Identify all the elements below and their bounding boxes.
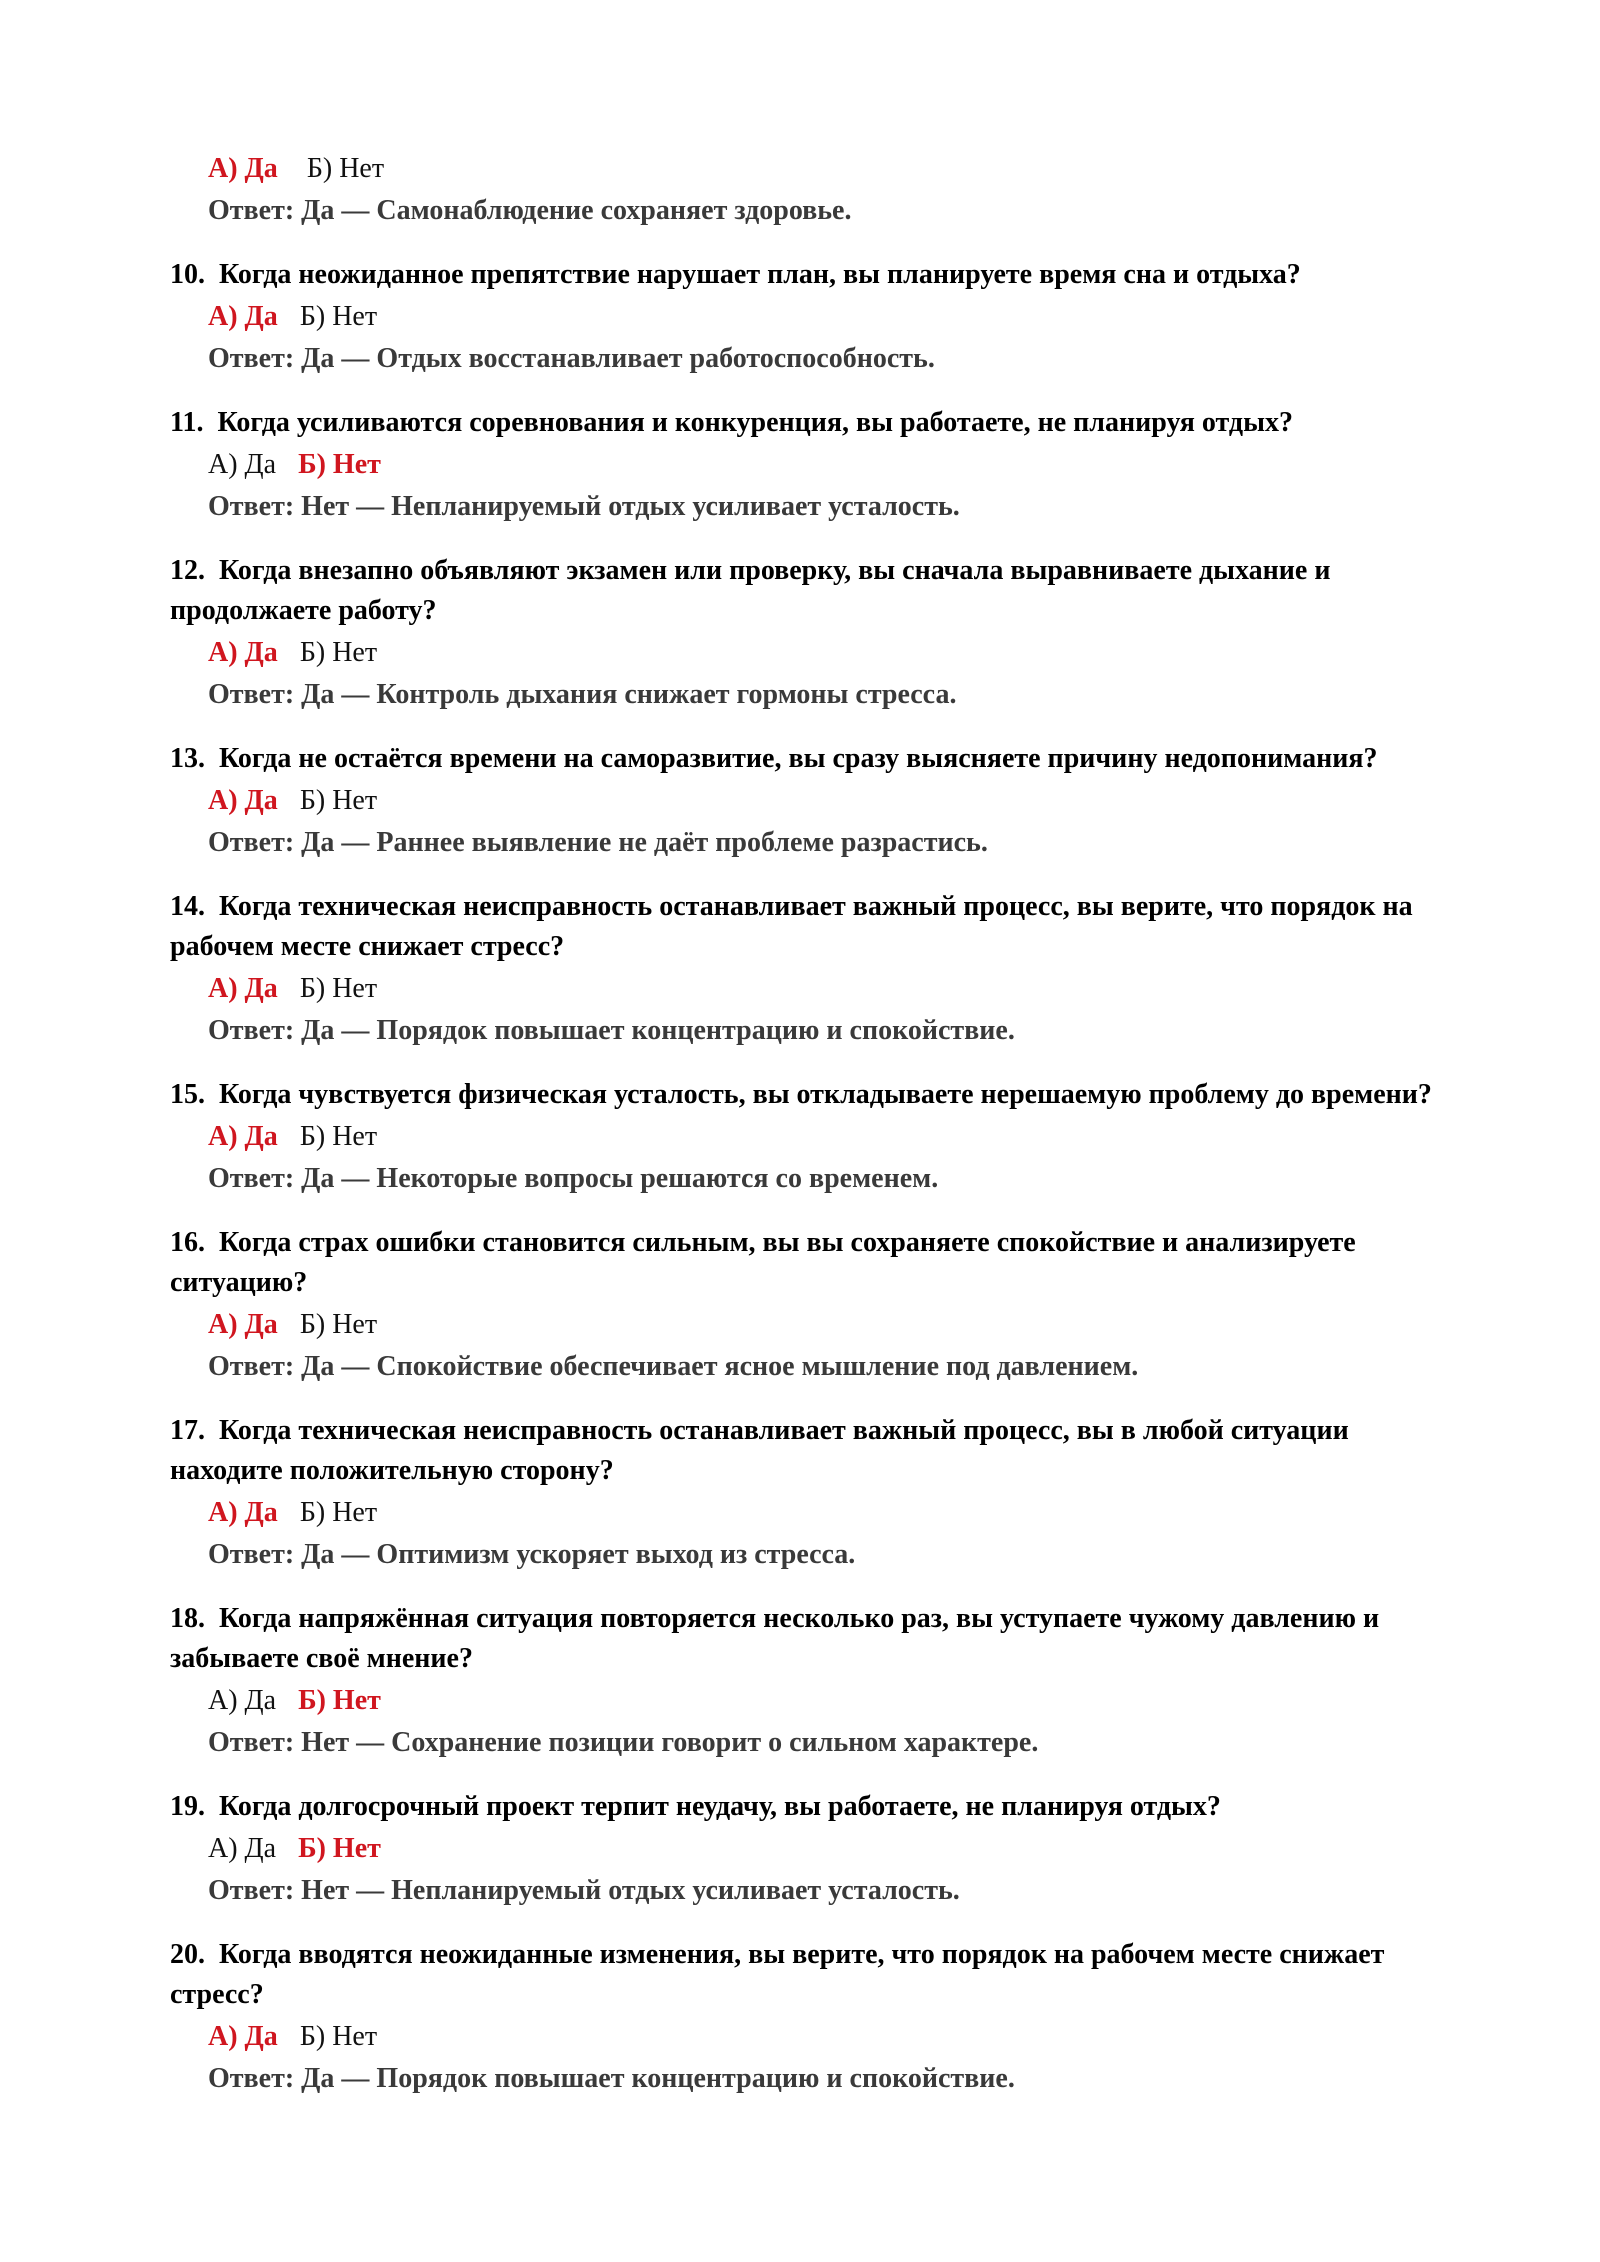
- option-a: А) Да: [208, 1685, 277, 1716]
- question-text: [170, 1411, 1460, 1491]
- option-b: Б) Нет: [299, 973, 378, 1004]
- question-number: 12.: [170, 555, 205, 586]
- option-a: А) Да: [208, 637, 278, 668]
- question-item: [170, 1075, 1480, 1200]
- answer-options: [170, 1116, 1480, 1158]
- answer-explanation: Ответ: Да — Некоторые вопросы решаются со временем.: [208, 1163, 939, 1194]
- option-a: А) Да: [208, 1309, 278, 1340]
- option-b: Б) Нет: [306, 153, 385, 184]
- question-number: 20.: [170, 1939, 205, 1970]
- option-a: А) Да: [208, 1121, 278, 1152]
- option-a: А) Да: [208, 301, 278, 332]
- question-text: [170, 403, 1460, 443]
- question-label: Когда неожиданное препятствие нарушает план, вы планируете время сна и отдыха?: [219, 259, 1301, 290]
- question-label: Когда чувствуется физическая усталость, вы откладываете нерешаемую проблему до времени?: [219, 1079, 1432, 1110]
- answer-explanation: Ответ: Да — Самонаблюдение сохраняет здоровье.: [208, 195, 852, 226]
- answer-options: [170, 2016, 1480, 2058]
- answer-options: [170, 780, 1480, 822]
- question-number: 13.: [170, 743, 205, 774]
- option-b: Б) Нет: [299, 2021, 378, 2052]
- answer-options: [170, 1304, 1480, 1346]
- question-item: [170, 887, 1480, 1052]
- answer-explanation: Ответ: Да — Оптимизм ускоряет выход из стресса.: [208, 1539, 856, 1570]
- question-text: [170, 255, 1460, 295]
- question-text: [170, 551, 1460, 631]
- option-b: Б) Нет: [299, 1309, 378, 1340]
- question-label: Когда страх ошибки становится сильным, вы вы сохраняете спокойствие и анализируете ситуацию?: [170, 1227, 1356, 1298]
- question-item: [170, 1787, 1480, 1912]
- answer-options: [170, 1828, 1480, 1870]
- question-text: [170, 1223, 1460, 1303]
- answer-options: [170, 1680, 1480, 1722]
- question-item: [170, 1223, 1480, 1388]
- option-b: Б) Нет: [299, 1121, 378, 1152]
- question-text: [170, 1075, 1460, 1115]
- question-text: [170, 1935, 1460, 2015]
- answer-explanation: Ответ: Нет — Сохранение позиции говорит о сильном характере.: [208, 1727, 1039, 1758]
- answer-explanation: Ответ: Нет — Непланируемый отдых усиливает усталость.: [208, 491, 960, 522]
- question-item: [170, 551, 1480, 716]
- option-b: Б) Нет: [299, 637, 378, 668]
- question-label: Когда внезапно объявляют экзамен или проверку, вы сначала выравниваете дыхание и продолжаете работу?: [170, 555, 1331, 626]
- question-item: [170, 1935, 1480, 2100]
- option-b: Б) Нет: [299, 1497, 378, 1528]
- answer-explanation: Ответ: Нет — Непланируемый отдых усиливает усталость.: [208, 1875, 960, 1906]
- question-label: Когда техническая неисправность останавливает важный процесс, вы в любой ситуации находите положительную сторону?: [170, 1415, 1349, 1486]
- question-item: [170, 1411, 1480, 1576]
- option-a: А) Да: [208, 1833, 277, 1864]
- answer-explanation: Ответ: Да — Спокойствие обеспечивает ясное мышление под давлением.: [208, 1351, 1139, 1382]
- option-a: А) Да: [208, 153, 278, 184]
- question-label: Когда напряжённая ситуация повторяется несколько раз, вы уступаете чужому давлению и забываете своё мнение?: [170, 1603, 1380, 1674]
- answer-explanation: Ответ: Да — Порядок повышает концентрацию и спокойствие.: [208, 2063, 1015, 2094]
- answer-options: [170, 632, 1480, 674]
- answer-explanation: Ответ: Да — Порядок повышает концентрацию и спокойствие.: [208, 1015, 1015, 1046]
- question-item: [170, 403, 1480, 528]
- option-a: А) Да: [208, 785, 278, 816]
- question-text: [170, 1599, 1460, 1679]
- question-number: 11.: [170, 407, 204, 438]
- answer-options: [170, 968, 1480, 1010]
- answer-explanation: Ответ: Да — Контроль дыхания снижает гормоны стресса.: [208, 679, 957, 710]
- question-number: 17.: [170, 1415, 205, 1446]
- question-label: Когда техническая неисправность останавливает важный процесс, вы верите, что порядок на рабочем месте снижает стресс?: [170, 891, 1413, 962]
- question-text: [170, 1787, 1460, 1827]
- option-b: Б) Нет: [299, 785, 378, 816]
- question-number: 14.: [170, 891, 205, 922]
- question-label: Когда усиливаются соревнования и конкуренция, вы работаете, не планируя отдых?: [217, 407, 1293, 438]
- question-item: [170, 255, 1480, 380]
- answer-options: [170, 148, 1480, 190]
- option-a: А) Да: [208, 2021, 278, 2052]
- option-b: Б) Нет: [299, 301, 378, 332]
- option-b: Б) Нет: [298, 449, 381, 480]
- answer-options: [170, 1492, 1480, 1534]
- question-text: [170, 739, 1460, 779]
- option-a: А) Да: [208, 449, 277, 480]
- answer-options: [170, 296, 1480, 338]
- option-b: Б) Нет: [298, 1685, 381, 1716]
- question-number: 19.: [170, 1791, 205, 1822]
- question-number: 16.: [170, 1227, 205, 1258]
- question-number: 15.: [170, 1079, 205, 1110]
- option-a: А) Да: [208, 1497, 278, 1528]
- question-label: Когда долгосрочный проект терпит неудачу, вы работаете, не планируя отдых?: [219, 1791, 1221, 1822]
- question-item: [170, 1599, 1480, 1764]
- lead-item: [170, 148, 1480, 232]
- question-number: 18.: [170, 1603, 205, 1634]
- question-text: [170, 887, 1460, 967]
- question-label: Когда не остаётся времени на саморазвитие, вы сразу выясняете причину недопонимания?: [219, 743, 1378, 774]
- question-number: 10.: [170, 259, 205, 290]
- option-b: Б) Нет: [298, 1833, 381, 1864]
- question-item: [170, 739, 1480, 864]
- answer-explanation: Ответ: Да — Отдых восстанавливает работоспособность.: [208, 343, 935, 374]
- option-a: А) Да: [208, 973, 278, 1004]
- answer-explanation: Ответ: Да — Раннее выявление не даёт проблеме разрастись.: [208, 827, 988, 858]
- answer-options: [170, 444, 1480, 486]
- question-label: Когда вводятся неожиданные изменения, вы верите, что порядок на рабочем месте снижает стресс?: [170, 1939, 1385, 2010]
- question-list: [170, 255, 1480, 2100]
